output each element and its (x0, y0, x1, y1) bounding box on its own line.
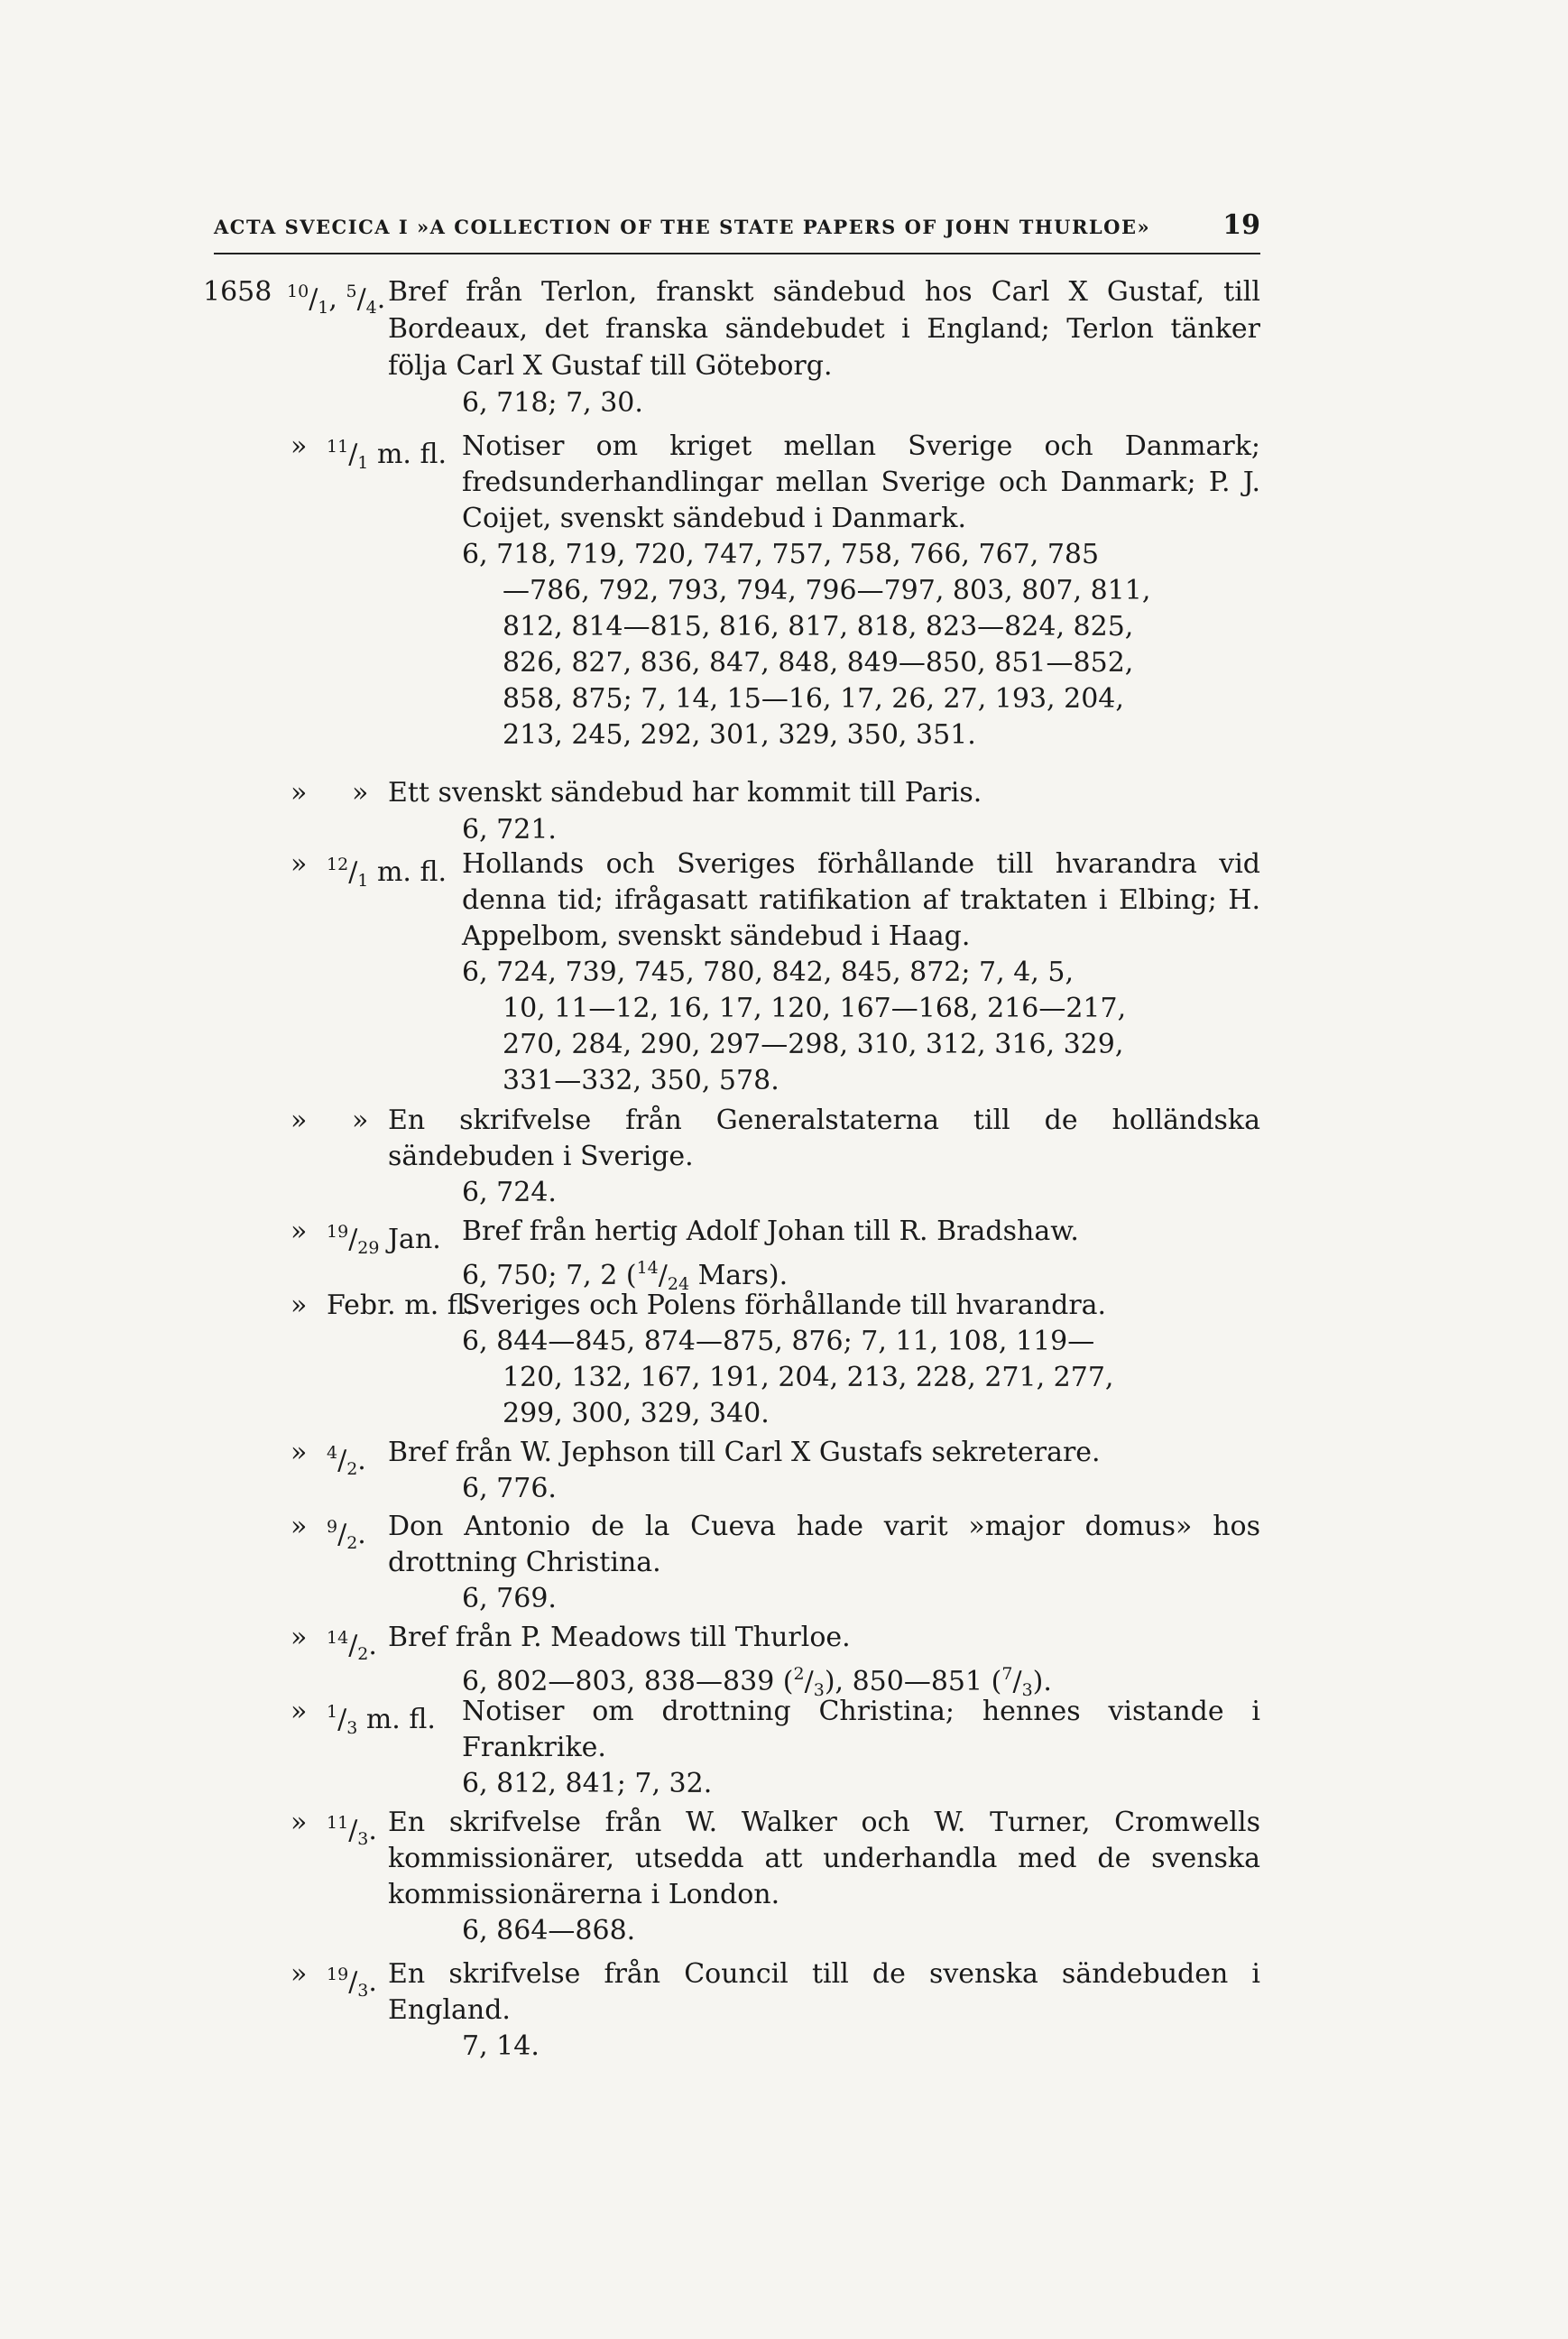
entry-19-3 (0, 1956, 1568, 2065)
entry-11-3 (0, 1805, 1568, 1949)
running-header (214, 209, 1260, 241)
entry-text: Bref från P. Meadows till Thurloe. (388, 1622, 851, 1653)
entry-refs: 7, 14. (462, 2030, 540, 2062)
ditto-mark: » (291, 1105, 308, 1136)
entry-9-2 (0, 1509, 1568, 1617)
ditto-mark: » (291, 1216, 308, 1247)
ditto-mark: » (291, 848, 308, 880)
ditto-mark: » (291, 1958, 308, 1990)
entry-refs: 6, 812, 841; 7, 32. (462, 1768, 713, 1799)
entry-text: Sveriges och Polens förhållande till hvarandra. (462, 1290, 1107, 1321)
entry-date: $^{19}/_{29}$ Jan. (327, 1222, 441, 1258)
entry-refs: 6, 724. (462, 1177, 557, 1208)
ditto-mark: » (291, 777, 308, 809)
ditto-mark: » (352, 1105, 369, 1136)
entry-text: Notiser om kriget mellan Sverige och Danmark; fredsunderhandlingar mellan Sverige och Danmark; P. J. Coijet, svenskt sändebud i Danmark. (462, 430, 1260, 534)
entry-text: Ett svenskt sändebud har kommit till Paris. (388, 777, 982, 809)
entry-refs: 6, 844—845, 874—875, 876; 7, 11, 108, 119— 120, 132, 167, 191, 204, 213, 228, 271, 277, 299, 300, 329, 340. (462, 1326, 1114, 1429)
entry-text: Bref från Terlon, franskt sändebud hos Carl X Gustaf, till Bordeaux, det franska sändebudet i England; Terlon tänker följa Carl X Gustaf till Göteborg. (388, 276, 1260, 382)
entry-11-1 (0, 429, 1568, 753)
header-title: ACTA SVECICA I »A COLLECTION OF THE STATE PAPERS OF JOHN THURLOE» (214, 216, 1151, 238)
entry-refs: 6, 802—803, 838—839 $(^2/_3)$, 850—851 $(^7/_3)$. (462, 1664, 1052, 1700)
ditto-mark: » (291, 1622, 308, 1653)
ditto-mark: » (352, 777, 369, 809)
ditto-mark: » (291, 1696, 308, 1727)
entry-refs: 6, 776. (462, 1473, 557, 1504)
entry-date: $^{11}/_3$. (327, 1813, 377, 1849)
entry-1658-10-1 (0, 273, 1568, 421)
entry-year: 1658 (203, 276, 272, 308)
entry-4-2 (0, 1435, 1568, 1507)
entry-date: $^9/_2$. (327, 1517, 366, 1553)
entry-date: $^{12}/_1$ m. fl. (327, 855, 447, 891)
entry-text: En skrifvelse från Generalstaterna till de holländska sändebuden i Sverige. (388, 1105, 1260, 1172)
entry-text: Notiser om drottning Christina; hennes vistande i Frankrike. (462, 1696, 1260, 1763)
entry-12-1 (0, 846, 1568, 1099)
page-number: 19 (1222, 209, 1260, 241)
entry-text: En skrifvelse från W. Walker och W. Turner, Cromwells kommissionärer, utsedda att underhandla med de svenska kommissionärerna i London. (388, 1807, 1260, 1910)
entry-refs: 6, 718, 719, 720, 747, 757, 758, 766, 767, 785 —786, 792, 793, 794, 796—797, 803, 807, 811, 812, 814—815, 816, 817, 818, 823—824, 825, 826, 827, 836, 847, 848, 849—850, 851—852, 858, 875; 7, 14, 15—16, 17, 26, 27, 193, 204, 213, 245, 292, 301, 329, 350, 351. (462, 539, 1151, 751)
ditto-mark: » (291, 1290, 308, 1321)
entry-febr (0, 1288, 1568, 1432)
entry-text: Don Antonio de la Cueva hade varit »major domus» hos drottning Christina. (388, 1511, 1260, 1578)
entry-date: $^{11}/_1$ m. fl. (327, 437, 447, 473)
entry-date: $^1/_3$ m. fl. (327, 1702, 436, 1738)
entry-generalstaterna (0, 1103, 1568, 1211)
entry-refs: 6, 718; 7, 30. (462, 387, 643, 419)
entry-text: Bref från hertig Adolf Johan till R. Bradshaw. (462, 1216, 1079, 1247)
entry-text: Hollands och Sveriges förhållande till hvarandra vid denna tid; ifrågasatt ratifikation af traktaten i Elbing; H. Appelbom, svenskt sändebud i Haag. (462, 848, 1260, 952)
entry-text: En skrifvelse från Council till de svenska sändebuden i England. (388, 1958, 1260, 2026)
entry-refs: 6, 769. (462, 1583, 557, 1614)
ditto-mark: » (291, 430, 308, 462)
entry-date: Febr. m. fl. (327, 1290, 475, 1321)
entry-text: Bref från W. Jephson till Carl X Gustafs sekreterare. (388, 1437, 1101, 1468)
entry-date: $^{14}/_2$. (327, 1628, 377, 1664)
entry-refs: 6, 721. (462, 814, 557, 846)
entry-date: $^{10}/_1$, $^5/_4$. (287, 282, 386, 318)
entry-date: $^{19}/_3$. (327, 1965, 377, 2001)
entry-refs: 6, 724, 739, 745, 780, 842, 845, 872; 7, 4, 5, 10, 11—12, 16, 17, 120, 167—168, 216—217, 270, 284, 290, 297—298, 310, 312, 316, 329, 331—332, 350, 578. (462, 957, 1127, 1096)
entry-paris (0, 774, 1568, 848)
entry-date: $^4/_2$. (327, 1443, 366, 1479)
ditto-mark: » (291, 1511, 308, 1542)
entry-refs: 6, 864—868. (462, 1915, 636, 1946)
entry-refs: 6, 750; 7, 2 ($^{14}/_{24}$ Mars). (462, 1258, 789, 1294)
entry-1-3 (0, 1694, 1568, 1802)
header-rule (214, 253, 1260, 254)
ditto-mark: » (291, 1807, 308, 1838)
ditto-mark: » (291, 1437, 308, 1468)
